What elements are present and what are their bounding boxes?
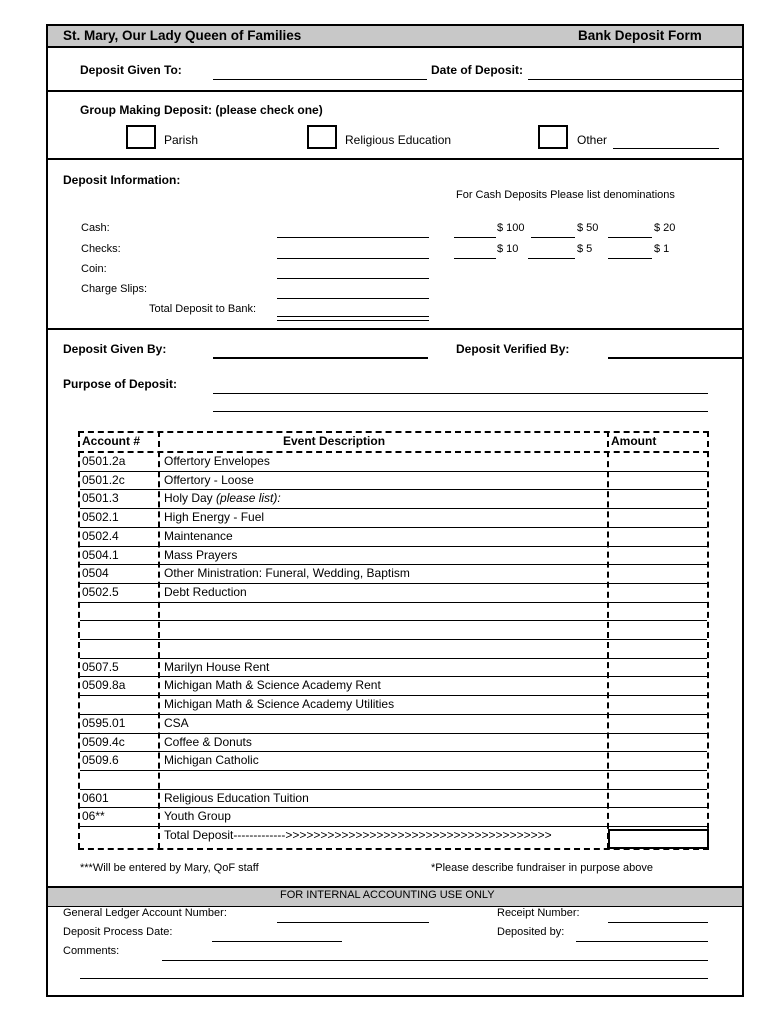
denom-100-label: $ 100: [497, 222, 525, 234]
coin-field[interactable]: [277, 278, 429, 279]
group-label: Group Making Deposit: (please check one): [80, 103, 323, 117]
table-top-border: [78, 431, 709, 433]
amount-cell[interactable]: [610, 696, 705, 713]
amount-cell[interactable]: [610, 603, 705, 620]
deposit-given-to-field[interactable]: [213, 79, 427, 80]
amount-cell[interactable]: [610, 509, 705, 526]
amount-cell[interactable]: [610, 565, 705, 582]
denom-100-field[interactable]: [454, 237, 496, 238]
description-cell: Youth Group: [164, 809, 231, 824]
denom-1-field[interactable]: [608, 258, 652, 259]
description-cell: Maintenance: [164, 528, 233, 543]
amount-cell[interactable]: [610, 790, 705, 807]
description-cell: Holy Day (please list):: [164, 491, 281, 506]
org-name: St. Mary, Our Lady Queen of Families: [63, 28, 302, 43]
other-checkbox[interactable]: [538, 125, 568, 149]
account-cell: 0601: [82, 790, 109, 805]
description-cell: Michigan Math & Science Academy Rent: [164, 678, 381, 693]
account-cell: 0509.8a: [82, 678, 126, 693]
parish-option-label: Parish: [164, 133, 199, 147]
denom-50-field[interactable]: [531, 237, 575, 238]
process-date-label: Deposit Process Date:: [63, 926, 173, 938]
denom-20-label: $ 20: [654, 222, 676, 234]
amount-cell[interactable]: [610, 584, 705, 601]
receipt-number-label: Receipt Number:: [497, 907, 580, 919]
amount-cell[interactable]: [610, 472, 705, 489]
denom-5-label: $ 5: [577, 243, 593, 255]
header-event-description: Event Description: [283, 434, 386, 448]
account-cell: 0509.4c: [82, 734, 125, 749]
description-cell: Offertory Envelopes: [164, 454, 270, 468]
denom-10-label: $ 10: [497, 243, 519, 255]
gl-account-label: General Ledger Account Number:: [63, 907, 227, 919]
purpose-field-line-1[interactable]: [213, 393, 708, 394]
description-cell: Religious Education Tuition: [164, 790, 309, 805]
amount-cell[interactable]: [610, 547, 705, 564]
amount-cell[interactable]: [610, 659, 705, 676]
total-deposit-field[interactable]: [277, 316, 429, 321]
section-divider: [48, 328, 742, 330]
header-amount: Amount: [611, 434, 657, 448]
description-cell: Marilyn House Rent: [164, 659, 270, 674]
gl-account-field[interactable]: [277, 922, 429, 923]
amount-cell[interactable]: [610, 640, 705, 657]
account-cell: 0502.5: [82, 584, 119, 599]
charge-slips-field[interactable]: [277, 298, 429, 299]
deposit-given-by-label: Deposit Given By:: [63, 342, 167, 356]
account-cell: 0504.1: [82, 547, 119, 562]
coin-label: Coin:: [81, 263, 107, 275]
charge-slips-label: Charge Slips:: [81, 283, 148, 295]
other-field[interactable]: [613, 148, 719, 149]
description-cell: Michigan Catholic: [164, 753, 259, 768]
account-cell: 0509.6: [82, 753, 119, 768]
amount-cell[interactable]: [610, 808, 705, 825]
deposit-given-by-field[interactable]: [213, 357, 428, 359]
description-cell: Michigan Math & Science Academy Utilities: [164, 697, 395, 712]
comments-field-line-2[interactable]: [80, 978, 708, 979]
total-deposit-label: Total Deposit to Bank:: [149, 303, 257, 315]
checks-field[interactable]: [277, 258, 429, 259]
religious-education-option-label: Religious Education: [345, 133, 452, 147]
internal-banner-text: FOR INTERNAL ACCOUNTING USE ONLY: [280, 889, 495, 901]
comments-field-line-1[interactable]: [162, 960, 708, 961]
table-left-border: [78, 431, 80, 849]
account-cell: 0502.1: [82, 510, 119, 525]
account-cell: 0507.5: [82, 659, 119, 674]
denom-10-field[interactable]: [454, 258, 496, 259]
cash-label: Cash:: [81, 222, 110, 234]
description-cell: Mass Prayers: [164, 547, 238, 562]
comments-label: Comments:: [63, 945, 120, 957]
description-cell: Offertory - Loose: [164, 472, 254, 487]
amount-cell[interactable]: [610, 771, 705, 788]
deposited-by-field[interactable]: [576, 941, 708, 942]
religious-education-checkbox[interactable]: [307, 125, 337, 149]
amount-cell[interactable]: [610, 715, 705, 732]
deposit-info-title: Deposit Information:: [63, 173, 181, 187]
deposit-verified-by-label: Deposit Verified By:: [456, 342, 570, 356]
account-cell: 06**: [82, 809, 105, 824]
parish-checkbox[interactable]: [126, 125, 156, 149]
description-cell: Total Deposit------------->>>>>>>>>>>>>>>>>>>>>>>>>>>>>>>>>>>>>>: [164, 828, 552, 842]
date-of-deposit-field[interactable]: [528, 79, 742, 80]
account-cell: 0501.2a: [82, 454, 126, 468]
amount-cell[interactable]: [610, 752, 705, 769]
denom-5-field[interactable]: [528, 258, 575, 259]
amount-cell[interactable]: [610, 528, 705, 545]
account-cell: 0501.3: [82, 491, 119, 506]
amount-cell[interactable]: [610, 734, 705, 751]
footnote-left: ***Will be entered by Mary, QoF staff: [80, 862, 259, 874]
denom-20-field[interactable]: [608, 237, 652, 238]
cash-field[interactable]: [277, 237, 429, 238]
process-date-field[interactable]: [212, 941, 342, 942]
section-divider: [48, 90, 742, 92]
denom-50-label: $ 50: [577, 222, 599, 234]
description-cell: Debt Reduction: [164, 584, 247, 599]
section-divider: [48, 158, 742, 160]
account-cell: 0504: [82, 566, 109, 581]
account-cell: 0595.01: [82, 715, 126, 730]
header-account: Account #: [82, 434, 141, 448]
description-cell: Other Ministration: Funeral, Wedding, Baptism: [164, 566, 410, 581]
form-title: Bank Deposit Form: [578, 28, 702, 43]
other-option-label: Other: [577, 133, 608, 147]
amount-cell[interactable]: [610, 453, 705, 470]
receipt-number-field[interactable]: [608, 922, 708, 923]
deposit-given-to-label: Deposit Given To:: [80, 63, 182, 77]
denominations-note: For Cash Deposits Please list denominations: [456, 189, 675, 201]
table-right-border: [707, 431, 709, 849]
description-cell: CSA: [164, 715, 189, 730]
deposit-verified-by-field[interactable]: [608, 357, 742, 359]
date-of-deposit-label: Date of Deposit:: [431, 63, 524, 77]
table-col-divider: [607, 431, 609, 849]
checks-label: Checks:: [81, 243, 121, 255]
footnote-right: *Please describe fundraiser in purpose above: [431, 862, 653, 874]
denom-1-label: $ 1: [654, 243, 670, 255]
account-cell: 0502.4: [82, 528, 119, 543]
description-cell: High Energy - Fuel: [164, 510, 265, 525]
total-amount-box[interactable]: [608, 829, 709, 849]
purpose-label: Purpose of Deposit:: [63, 377, 178, 391]
description-cell: Coffee & Donuts: [164, 734, 252, 749]
table-col-divider: [158, 431, 160, 849]
deposited-by-label: Deposited by:: [497, 926, 565, 938]
purpose-field-line-2[interactable]: [213, 411, 708, 412]
amount-cell[interactable]: [610, 621, 705, 638]
description-note: (please list):: [212, 491, 281, 506]
amount-cell[interactable]: [610, 490, 705, 507]
account-cell: 0501.2c: [82, 472, 125, 487]
amount-cell[interactable]: [610, 677, 705, 694]
